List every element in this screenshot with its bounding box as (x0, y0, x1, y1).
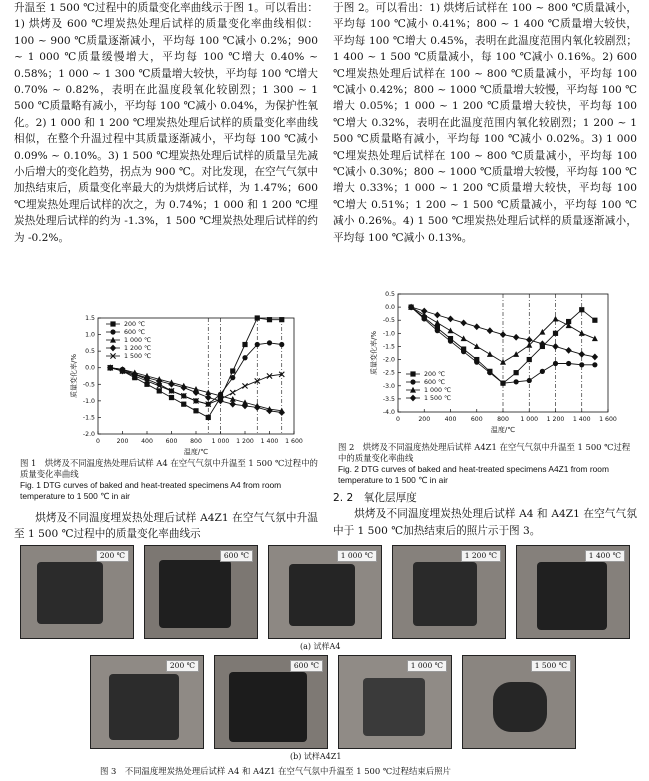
figure-1 (20, 314, 320, 460)
right-column (333, 0, 637, 246)
body-paragraph: 于图 2。可以看出：1) 烘烤后试样在 100 ~ 800 ℃质量减小，平均每 100 ℃减小 0.41%；800 ~ 1 400 ℃质量增大较快，平均每 100 ℃增大 0.45%，表明在此温度范围内氧化较剧烈；1 400 ~ 1 500 ℃质量减小，每 100 ℃减小 0.16%。2) 600 ℃埋炭热处理后试样在 100 ~ 800 ℃质量减小，平均每 100 ℃减小 0.42%；800 ~ 1000 ℃质量增大较慢，平均每 100 ℃增大 0.05%；1 000 ~ 1 200 ℃质量增大较快，平均每 100 ℃增大 0.32%，表明在此温度范围内氧化较剧烈；1 200 ~ 1 500 ℃质量略有减小，平均每 100 ℃减小 0.02%。3) 1 000 ℃埋炭热处理后试样在 100 ~ 800 ℃质量减小，平均每 100 ℃减小 0.30%；800 ~ 1000 ℃质量增大较慢，平均每 100 ℃增大 0.33%；1 000 ~ 1 200 ℃质量增大较快，平均每 100 ℃增大 0.51%；1 200 ~ 1 500 ℃质量减小，平均每 100 ℃减小 0.26%。4) 1 500 ℃埋炭热处理后试样的质量逐渐减小，平均每 100 ℃减小 0.13%。 (333, 2, 637, 244)
figure-1-caption-cn: 图 1 烘烤及不同温度热处理后试样 A4 在空气气氛中升温至 1 500 ℃过程中的质量变化率曲线 (20, 458, 318, 479)
photo-label: 1 200 ℃ (461, 550, 501, 562)
y-tick-label: 0.0 (385, 304, 395, 312)
legend-label: 600 ℃ (124, 329, 146, 337)
data-point (267, 317, 272, 322)
body-paragraph: 烘烤及不同温度埋炭热处理后试样 A4Z1 在空气气氛中升温至 1 500 ℃过程中的质量变化率曲线示 (14, 512, 318, 541)
legend-label: 1 000 ℃ (124, 337, 152, 345)
data-point (230, 375, 235, 380)
data-point (500, 381, 505, 386)
photo-label: 200 ℃ (96, 550, 129, 562)
data-point (579, 307, 584, 312)
data-point (447, 316, 453, 323)
y-axis-label: 质量变化率/% (70, 353, 78, 399)
data-point (193, 408, 198, 413)
legend-label: 1 200 ℃ (124, 345, 152, 353)
sample-block (413, 562, 477, 626)
data-point (474, 323, 480, 330)
data-point (110, 329, 115, 334)
figure-2-caption-en: Fig. 2 DTG curves of baked and heat-treated specimens A4Z1 from room temperature to 1 500 ℃ in air (338, 464, 609, 485)
figure-1-caption-en: Fig. 1 DTG curves of baked and heat-treated specimens A4 from room temperature to 1 500 ℃ in air (20, 480, 282, 501)
data-point (435, 328, 440, 333)
y-tick-label: 0.0 (85, 364, 95, 372)
x-tick-label: 0 (96, 438, 100, 445)
y-tick-label: -3.5 (382, 395, 395, 403)
data-point (279, 317, 284, 322)
data-point (242, 355, 247, 360)
x-tick-label: 200 (116, 438, 129, 445)
figure-3-caption: 图 3 不同温度埋炭热处理后试样 A4 和 A4Z1 在空气气氛中升温至 1 500 ℃过程结束后照片 (100, 766, 451, 776)
data-point (527, 357, 532, 362)
sample-block (537, 562, 607, 630)
legend-label: 200 ℃ (424, 371, 446, 379)
data-point (566, 361, 571, 366)
x-tick-label: 1 400 (260, 438, 279, 445)
photo-label: 1 500 ℃ (531, 660, 571, 672)
photo-b-600 (214, 655, 328, 749)
photo-a-1200 (392, 545, 506, 639)
figure-2-chart (338, 290, 638, 435)
y-tick-label: -2.0 (382, 356, 395, 364)
data-point (500, 359, 506, 365)
y-tick-label: 1.0 (85, 331, 95, 339)
data-point (230, 390, 235, 395)
sample-block (109, 674, 179, 740)
photo-label: 200 ℃ (166, 660, 199, 672)
data-point (181, 402, 186, 407)
data-point (565, 347, 571, 354)
photo-b-1000 (338, 655, 452, 749)
data-point (242, 342, 247, 347)
data-point (255, 315, 260, 320)
data-point (592, 354, 598, 361)
y-tick-label: -0.5 (82, 381, 95, 389)
y-tick-label: -1.0 (382, 330, 395, 338)
data-point (579, 330, 585, 336)
x-tick-label: 1 000 (211, 438, 230, 445)
figure-1-caption (20, 458, 320, 502)
photo-b-1500 (462, 655, 576, 749)
y-tick-label: 0.5 (385, 291, 395, 298)
y-tick-label: -1.0 (82, 397, 95, 405)
y-tick-label: -2.5 (382, 369, 395, 377)
photo-label: 600 ℃ (290, 660, 323, 672)
data-point (514, 379, 519, 384)
row-a-caption: (a) 试样A4 (300, 642, 341, 651)
y-tick-label: -1.5 (82, 414, 95, 422)
sample-block (493, 682, 547, 732)
left-column (14, 0, 318, 246)
data-point (110, 321, 115, 326)
figure-2-caption (338, 442, 638, 486)
x-tick-label: 400 (141, 438, 153, 445)
data-point (487, 351, 493, 357)
data-point (579, 351, 585, 358)
photo-label: 1 000 ℃ (407, 660, 447, 672)
photo-label: 1 400 ℃ (585, 550, 625, 562)
x-tick-label: 0 (396, 416, 400, 423)
data-point (461, 335, 467, 341)
data-point (410, 371, 415, 376)
x-axis-label: 温度/℃ (490, 426, 516, 434)
data-point (434, 312, 440, 319)
y-tick-label: -4.0 (382, 409, 395, 416)
y-tick-label: 1.5 (85, 315, 95, 322)
data-point (460, 319, 466, 326)
data-point (592, 318, 597, 323)
legend-label: 600 ℃ (424, 379, 446, 387)
y-tick-label: -2.0 (82, 431, 95, 438)
body-paragraph: 烘烤及不同温度埋炭热处理后试样 A4 和 A4Z1 在空气气氛中于 1 500 ℃加热结束后的照片示于图 3。 (333, 508, 637, 537)
x-axis-label: 温度/℃ (183, 448, 209, 456)
data-point (157, 388, 162, 393)
x-tick-label: 1 400 (572, 416, 591, 423)
data-point (526, 336, 532, 343)
figure-1-chart (20, 314, 320, 456)
legend-label: 200 ℃ (124, 321, 146, 329)
photo-a-600 (144, 545, 258, 639)
data-point (206, 415, 211, 420)
data-point (448, 328, 454, 334)
legend-label: 1 500 ℃ (124, 353, 152, 361)
photo-label: 1 000 ℃ (337, 550, 377, 562)
data-point (474, 343, 480, 349)
photo-a-1400 (516, 545, 630, 639)
sample-block (363, 678, 425, 736)
data-point (500, 331, 506, 338)
figure-3 (20, 545, 635, 775)
data-point (487, 327, 493, 334)
data-point (410, 379, 415, 384)
data-point (279, 342, 284, 347)
data-point (513, 351, 519, 357)
y-tick-label: 0.5 (85, 348, 95, 356)
data-point (487, 370, 492, 375)
x-tick-label: 400 (444, 416, 457, 423)
left-column-continued (14, 510, 318, 543)
data-point (527, 378, 532, 383)
photo-label: 600 ℃ (220, 550, 253, 562)
data-point (434, 320, 440, 326)
sample-block (37, 562, 103, 624)
data-point (592, 362, 597, 367)
data-point (267, 340, 272, 345)
photo-a-200 (20, 545, 134, 639)
x-tick-label: 1 200 (546, 416, 565, 423)
data-point (242, 383, 247, 388)
x-tick-label: 600 (470, 416, 483, 423)
data-point (169, 395, 174, 400)
y-tick-label: -0.5 (382, 317, 395, 325)
data-point (592, 335, 598, 341)
data-point (553, 316, 559, 322)
figure-2-caption-cn: 图 2 烘烤及不同温度热处理后试样 A4Z1 在空气气氛中升温至 1 500 ℃过程中的质量变化率曲线 (338, 442, 631, 463)
photo-b-200 (90, 655, 204, 749)
data-point (579, 362, 584, 367)
legend-label: 1 500 ℃ (424, 395, 452, 403)
x-tick-label: 1 600 (599, 416, 617, 423)
section-2-2 (333, 490, 637, 539)
x-tick-label: 1 600 (285, 438, 303, 445)
x-tick-label: 1 000 (520, 416, 539, 423)
y-axis-label: 质量变化率/% (370, 330, 378, 376)
data-point (553, 331, 558, 336)
x-tick-label: 1 200 (236, 438, 254, 445)
body-paragraph: 升温至 1 500 ℃过程中的质量变化率曲线示于图 1。可以看出：1) 烘烤及 600 ℃埋炭热处理后试样的质量变化率曲线相似：100 ~ 900 ℃质量逐渐减小，平均每 100 ℃减小 0.2%；900 ~ 1 000 ℃质量缓慢增大，平均每 100 ℃增大 0.40% ~ 0.58%；1 000 ~ 1 300 ℃质量增大较快，平均每 100 ℃增大 0.70% ~ 0.82%，表明在此温度段氧化较剧烈；1 300 ~ 1 500 ℃质量略有减小，平均每 100 ℃减小 0.04%，为保护性氧化。2) 1 000 和 1 200 ℃埋炭热处理后试样的质量变化率曲线相似，在整个升温过程中其质量逐渐减小，平均每 100 ℃减小 0.09% ~ 0.10%。3) 1 500 ℃埋炭热处理后试样的质量呈先减小后增大的变化趋势，拐点为 900 ℃。对比发现，在空气气氛中加热结束后，质量变化率最大的为烘烤后试样，为 1.47%；600 ℃埋炭热处理后试样的次之，为 0.74%；1 000 和 1 200 ℃埋炭热处理后试样的约为 -1.3%，1 500 ℃埋炭热处理后试样的约为 -0.2%。 (14, 2, 318, 244)
data-point (513, 334, 519, 341)
photo-a-1000 (268, 545, 382, 639)
data-point (230, 368, 235, 373)
y-tick-label: -1.5 (382, 343, 395, 351)
data-point (461, 349, 466, 354)
data-point (110, 345, 116, 352)
data-point (540, 369, 545, 374)
data-point (514, 370, 519, 375)
section-heading: 2. 2 氧化层厚度 (333, 492, 417, 504)
row-b-caption: (b) 试样A4Z1 (290, 752, 342, 761)
figure-2 (338, 290, 638, 439)
data-point (553, 361, 558, 366)
data-point (552, 343, 558, 350)
data-point (255, 342, 260, 347)
x-tick-label: 600 (165, 438, 178, 445)
sample-block (229, 672, 307, 742)
x-tick-label: 800 (497, 416, 509, 423)
data-point (474, 360, 479, 365)
y-tick-label: -3.0 (382, 382, 395, 390)
x-tick-label: 800 (190, 438, 202, 445)
legend-label: 1 000 ℃ (424, 387, 452, 395)
data-point (448, 339, 453, 344)
data-point (410, 395, 416, 402)
x-tick-label: 200 (418, 416, 431, 423)
sample-block (289, 564, 355, 626)
sample-block (159, 560, 231, 628)
